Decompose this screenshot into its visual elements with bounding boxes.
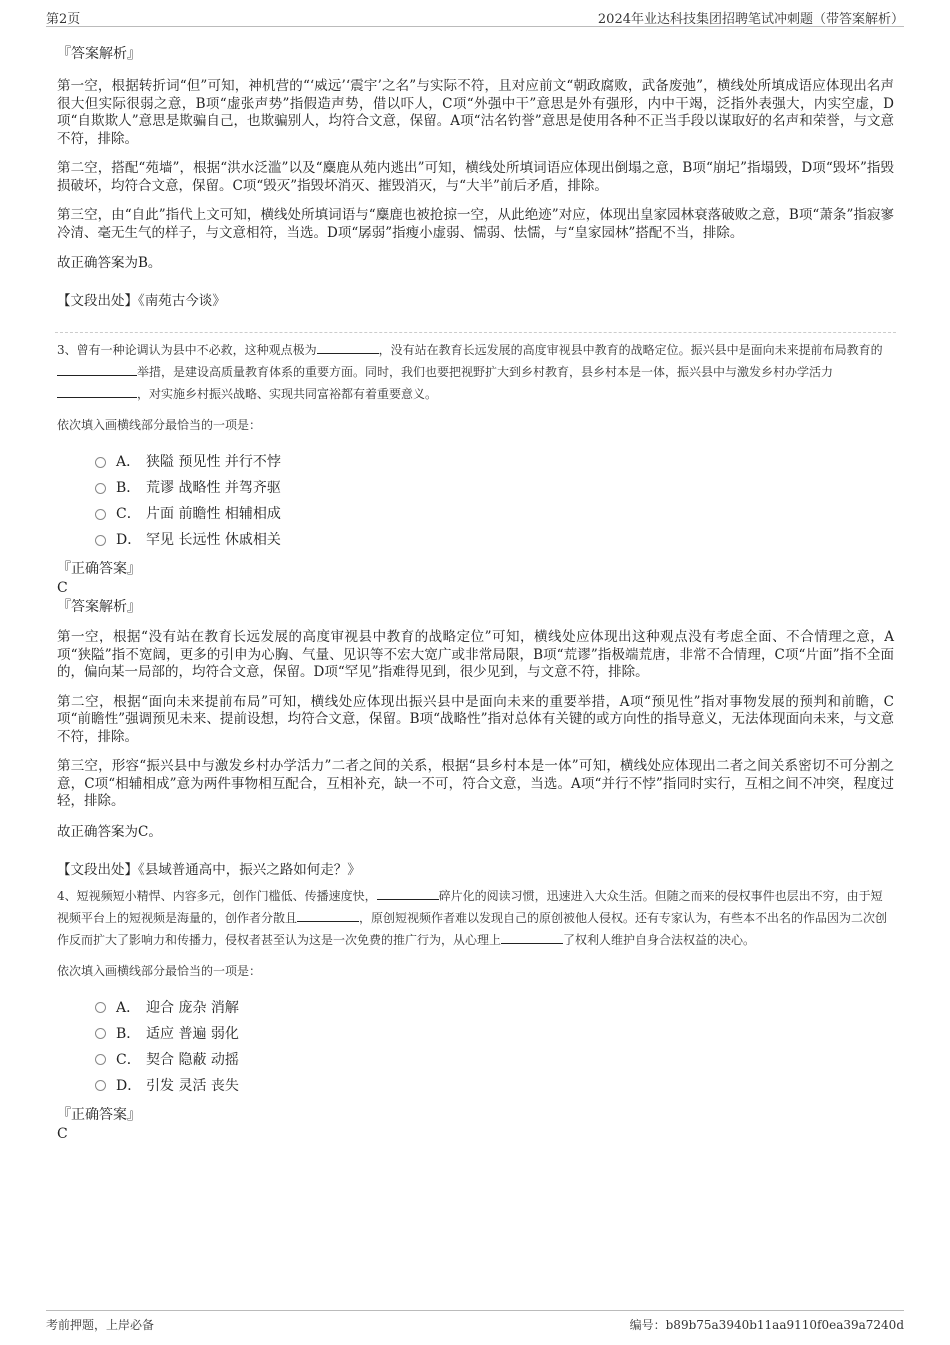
q4-blank-2	[297, 909, 359, 922]
radio-icon[interactable]	[95, 1028, 106, 1039]
radio-icon[interactable]	[95, 457, 106, 468]
q3-option-c[interactable]: C． 片面 前瞻性 相辅相成	[95, 501, 894, 527]
radio-icon[interactable]	[95, 509, 106, 520]
footer-code	[630, 1316, 904, 1333]
q4-answer-label: 『正确答案』	[57, 1106, 141, 1123]
radio-icon[interactable]	[95, 1002, 106, 1013]
q4-option-b[interactable]: B． 适应 普遍 弱化	[95, 1021, 894, 1047]
q3-stem: 3、曾有一种论调认为县中不必救，这种观点极为 ，没有站在教育长远发展的高度审视县中教育的战略定位。振兴县中是面向未来提前布局教育的举措，是建设高质量教育体系的重要方面。同时，我们也要把视野扩大到乡村教育，县乡村本是一体，振兴县中与激发乡村办学活力，对实施乡村振兴战略、实现共同富裕都有着重要意义。	[57, 343, 883, 401]
radio-icon[interactable]	[95, 483, 106, 494]
q3-answer-label: 『正确答案』	[57, 561, 141, 577]
q3-answer: C	[57, 580, 68, 596]
page-footer	[46, 1310, 904, 1332]
q3-blank-2	[57, 363, 137, 376]
footer-code-label: 编号：	[629, 1318, 666, 1332]
page-number: 第2页	[46, 12, 81, 27]
q4-blank-1	[377, 887, 439, 900]
footer-code-value: b89b75a3940b11aa9110f0ea39a7240d	[665, 1318, 904, 1332]
q4-option-a[interactable]: A． 迎合 庞杂 消解	[95, 995, 894, 1021]
q3-option-d[interactable]: D． 罕见 长远性 休戚相关	[95, 527, 894, 553]
q2-analysis-para-3: 第三空，由“自此”指代上文可知，横线处所填词语与“麋鹿也被抢掠一空，从此绝迹”对应，体现出皇家园林衰落破败之意，B项“萧条”指寂寥冷清、毫无生气的样子，与文意相符，当选。D项“孱弱”指瘦小虚弱、懦弱、怯懦，与“皇家园林”搭配不当，排除。	[57, 207, 894, 241]
radio-icon[interactable]	[95, 1054, 106, 1065]
radio-icon[interactable]	[95, 535, 106, 546]
q3-prompt: 依次填入画横线部分最恰当的一项是：	[57, 418, 262, 432]
q3-source: 【文段出处】《县域普通高中，振兴之路如何走？》	[57, 861, 361, 878]
q2-source: 【文段出处】《南苑古今谈》	[57, 293, 226, 309]
footer-slogan: 考前押题，上岸必备	[46, 1318, 155, 1332]
q3-analysis-para-1: 第一空，根据“没有站在教育长远发展的高度审视县中教育的战略定位”可知，横线处应体现出这种观点没有考虑全面、不合情理之意，A项“狭隘”指不宽阔，更多的引申为心胸、气量、见识等不宏大宽广或非常局限，B项“荒谬”指极端荒唐，非常不合情理，C项“片面”指不全面的，偏向某一局部的，均符合文意，保留。D项“罕见”指难得见到，很少见到，与文意不符，排除。	[57, 629, 894, 680]
q4-option-c[interactable]: C． 契合 隐蔽 动摇	[95, 1047, 894, 1073]
q3-options	[95, 449, 894, 553]
q4-answer: C	[57, 1125, 68, 1142]
q3-conclusion: 故正确答案为C。	[57, 823, 162, 840]
q4-options	[95, 995, 894, 1099]
q3-analysis-label: 『答案解析』	[57, 599, 141, 615]
divider	[55, 332, 896, 333]
radio-icon[interactable]	[95, 1080, 106, 1091]
q3-analysis-para-3: 第三空，形容“振兴县中与激发乡村办学活力”二者之间的关系，根据“县乡村本是一体”可知，横线处应体现出二者之间关系密切不可分割之意，C项“相辅相成”意为两件事物相互配合，互相补充，缺一不可，符合文意，当选。A项“并行不悖”指同时实行，互相之间不冲突，程度过轻，排除。	[57, 758, 894, 809]
page-content	[57, 44, 894, 1143]
q3-blank-1	[317, 341, 379, 354]
q2-analysis-para-2: 第二空，搭配“苑墙”，根据“洪水泛滥”以及“麋鹿从苑内逃出”可知，横线处所填词语应体现出倒塌之意，B项“崩圮”指塌毁，D项“毁坏”指毁损破坏，均符合文意，保留。C项“毁灭”指毁坏消灭、摧毁消灭，与“大半”前后矛盾，排除。	[57, 160, 894, 194]
q4-blank-3	[501, 931, 563, 944]
q4-stem: 4、短视频短小精悍、内容多元，创作门槛低、传播速度快， 碎片化的阅读习惯，迅速进入大众生活。但随之而来的侵权事件也层出不穷，由于短视频平台上的短视频是海量的，创作者分散且 ，原创短视频作者难以发现自己的原创被他人侵权。还有专家认为，有些本不出名的作品因为二次创作反而扩大了影响力和传播力，侵权者甚至认为这是一次免费的推广行为，从心理上 了权利人维护自身合法权益的决心。	[57, 888, 888, 947]
q3-option-b[interactable]: B． 荒谬 战略性 并驾齐驱	[95, 475, 894, 501]
q2-analysis-label: 『答案解析』	[57, 46, 141, 62]
q3-blank-3	[57, 385, 137, 398]
q4-prompt: 依次填入画横线部分最恰当的一项是：	[57, 963, 262, 978]
page-header	[46, 8, 904, 27]
document-title: 2024年业达科技集团招聘笔试冲刺题（带答案解析）	[597, 12, 904, 27]
q2-analysis-para-1: 第一空，根据转折词“但”可知，神机营的“‘威远’‘震宇’之名”与实际不符，且对应前文“朝政腐败，武备废弛”，横线处所填成语应体现出名声很大但实际很弱之意，B项“虚张声势”指假造声势，借以吓人，C项“外强中干”意思是外有强形，内中干竭，泛指外表强大，内实空虚，D项“自欺欺人”意思是欺骗自己，也欺骗别人，均符合文意，保留。A项“沽名钓誉”意思是使用各种不正当手段以谋取好的名声和荣誉，与文意不符，排除。	[57, 78, 894, 147]
q3-option-a[interactable]: A． 狭隘 预见性 并行不悖	[95, 449, 894, 475]
q3-analysis-para-2: 第二空，根据“面向未来提前布局”可知，横线处应体现出振兴县中是面向未来的重要举措，A项“预见性”指对事物发展的预判和前瞻，C项“前瞻性”强调预见未来、提前设想，均符合文意，保留。B项“战略性”指对总体有关键的或方向性的指导意义，无法体现面向未来，与文意不符，排除。	[57, 693, 894, 745]
q4-option-d[interactable]: D． 引发 灵活 丧失	[95, 1073, 894, 1099]
q2-conclusion: 故正确答案为B。	[57, 255, 162, 271]
